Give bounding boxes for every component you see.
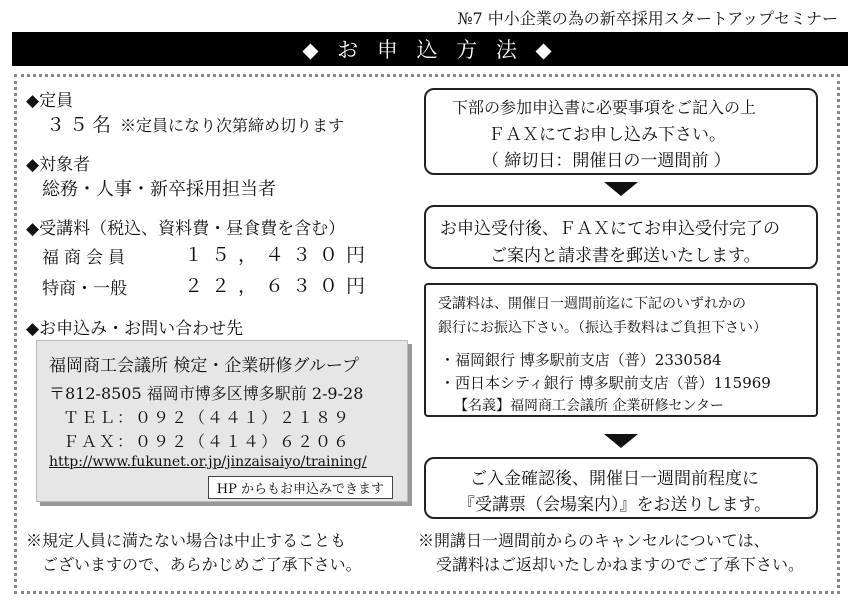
section-title: ◆ お 申 込 方 法 ◆ bbox=[302, 38, 558, 62]
fee-member-label: 福商会員 bbox=[42, 248, 130, 268]
target-value: 総務・人事・新卒採用担当者 bbox=[42, 179, 276, 200]
refund-notice-line1: ※開講日一週間前からのキャンセルについては、 bbox=[418, 531, 770, 550]
contact-fax: ＦＡＸ：０９２（４１４）６２０６ bbox=[63, 432, 352, 451]
contact-url-link[interactable]: http://www.fukunet.or.jp/jinzaisaiyo/training/ bbox=[49, 454, 367, 470]
fee-general-amount: ２２，６３０円 bbox=[184, 275, 374, 297]
section-title-bar bbox=[12, 32, 848, 66]
cancel-notice-line2: ございますので、あらかじめご了承下さい。 bbox=[42, 555, 362, 574]
hp-application-label: HP からもお申込みできます bbox=[208, 476, 393, 499]
contact-address: 〒812-8505 福岡市博多区博多駅前 2-9-28 bbox=[49, 384, 364, 403]
step-confirmation-box bbox=[424, 205, 818, 269]
seminar-series-title: №7 中小企業の為の新卒採用スタートアップセミナー bbox=[457, 9, 838, 28]
step1-line1: 下部の参加申込書に必要事項をご記入の上 bbox=[452, 98, 757, 117]
contact-box bbox=[36, 340, 408, 502]
fee-heading: ◆受講料（税込、資料費・昼食費を含む） bbox=[26, 219, 346, 239]
step-bank-transfer-box bbox=[424, 283, 818, 417]
step3-line2: 銀行にお振込下さい。（振込手数料はご負担下さい） bbox=[438, 320, 767, 336]
capacity-heading: ◆定員 bbox=[26, 91, 74, 111]
refund-notice-line2: 受講料はご返却いたしかねますのでご了承下さい。 bbox=[436, 555, 805, 574]
step2-line1: お申込受付後、ＦＡＸにてお申込受付完了の bbox=[440, 219, 780, 239]
step-fax-application-box bbox=[424, 88, 818, 175]
contact-heading: ◆お申込み・お問い合わせ先 bbox=[26, 319, 244, 339]
capacity-value: ３５名 bbox=[46, 114, 116, 136]
step3-line1: 受講料は、開催日一週間前迄に下記のいずれかの bbox=[438, 296, 746, 312]
cancel-notice-line1: ※規定人員に満たない場合は中止することも bbox=[26, 531, 347, 550]
step4-line1: ご入金確認後、開催日一週間前程度に bbox=[470, 469, 759, 489]
step2-line2: ご案内と請求書を郵送いたします。 bbox=[490, 246, 761, 266]
fee-general-label: 特商・一般 bbox=[42, 279, 127, 299]
bank-nishinippon-city: ・西日本シティ銀行 博多駅前支店（普）115969 bbox=[440, 374, 771, 392]
step4-line2: 『受講票（会場案内）』をお送りします。 bbox=[458, 495, 772, 515]
capacity-note: ※定員になり次第締め切ります bbox=[120, 116, 345, 135]
contact-tel: ＴＥＬ：０９２（４４１）２１８９ bbox=[63, 408, 352, 427]
flow-arrow-down-icon bbox=[604, 434, 638, 448]
contact-organization: 福岡商工会議所 検定・企業研修グループ bbox=[49, 356, 360, 376]
flow-arrow-down-icon bbox=[604, 182, 638, 196]
account-holder: 【名義】福岡商工会議所 企業研修センター bbox=[454, 398, 724, 414]
step1-deadline: （ 締切日：開催日の一週間前 ） bbox=[482, 151, 731, 171]
step1-line2: ＦＡＸにてお申し込み下さい。 bbox=[488, 125, 726, 145]
fee-member-amount: １５，４３０円 bbox=[184, 244, 374, 266]
bank-fukuoka: ・福岡銀行 博多駅前支店（普）2330584 bbox=[440, 351, 722, 369]
target-heading: ◆対象者 bbox=[26, 155, 91, 175]
step-ticket-delivery-box bbox=[424, 457, 818, 519]
